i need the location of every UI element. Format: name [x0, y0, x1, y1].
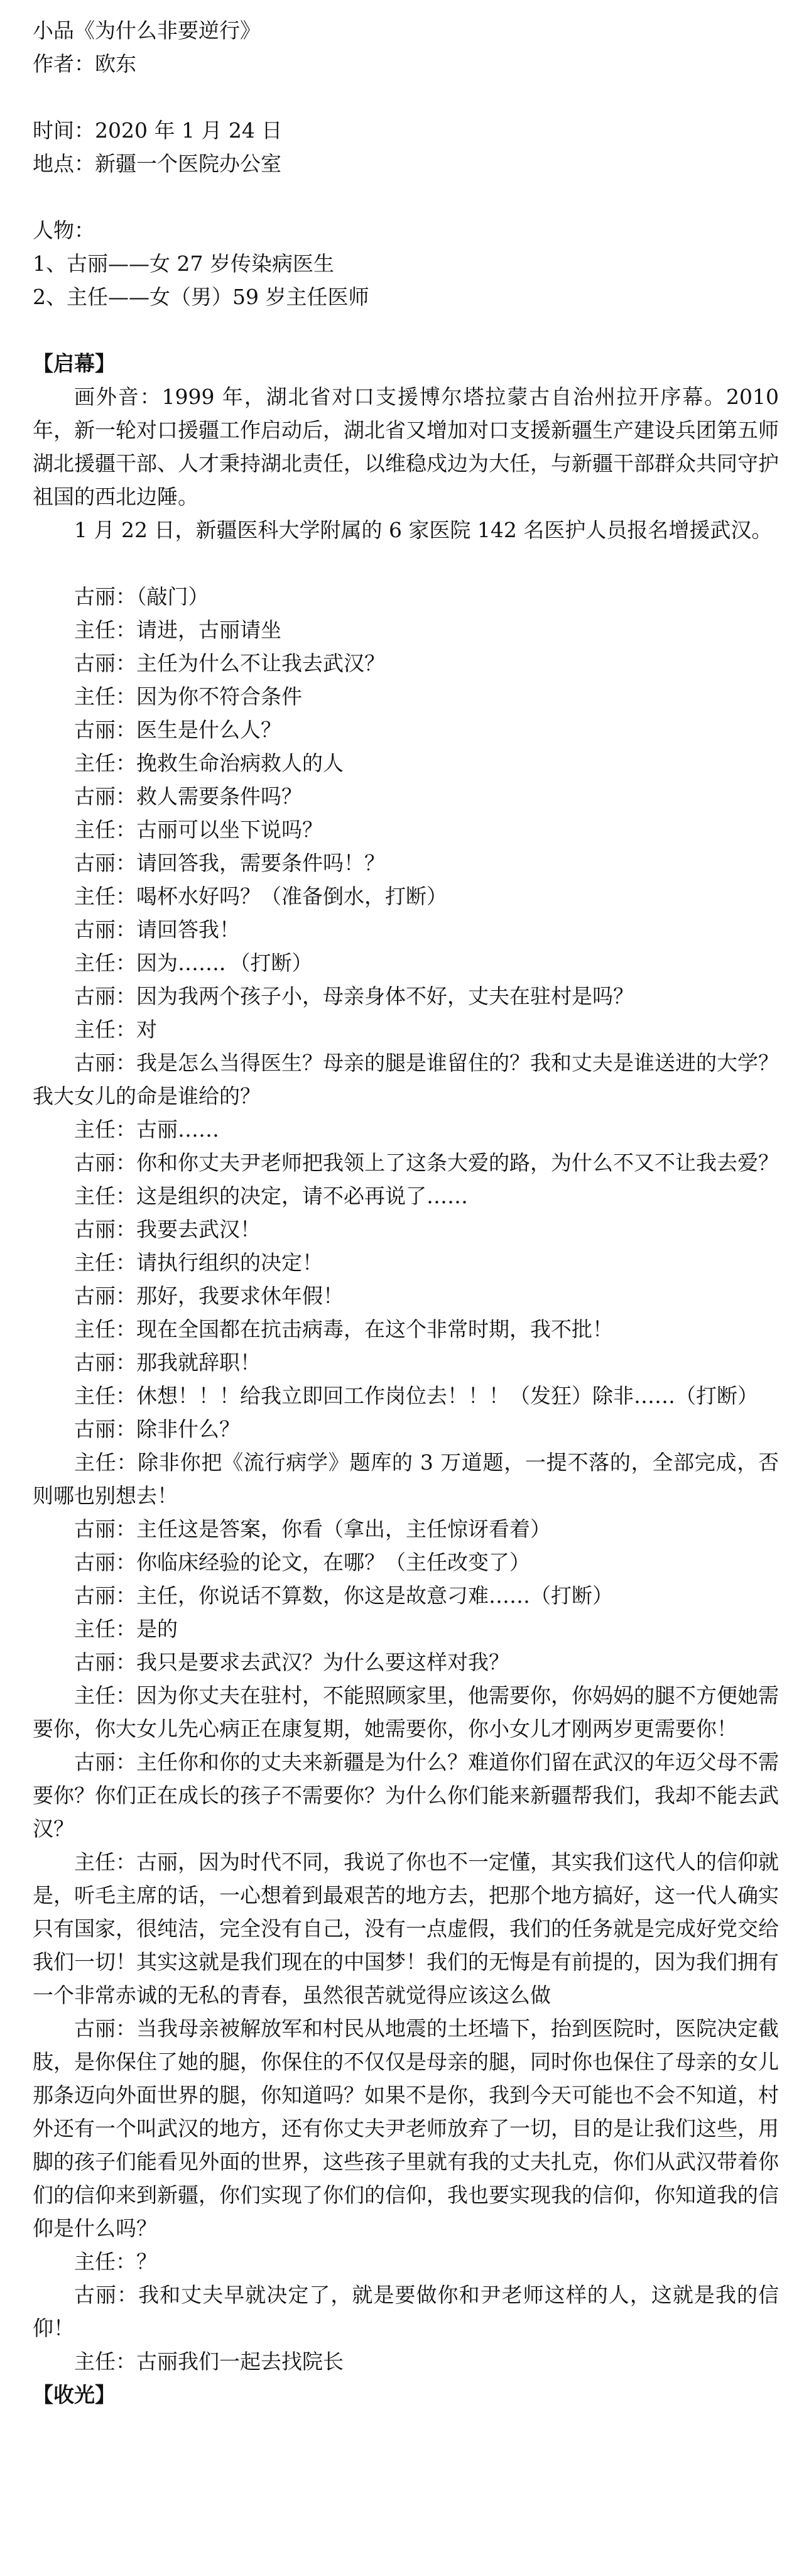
dialogue-line: 古丽：我要去武汉！: [74, 1217, 261, 1242]
dialogue-line: 古丽：医生是什么人？: [74, 718, 281, 742]
dialogue-line: 主任：因为……．（打断）: [74, 951, 313, 975]
dialogue-line: 古丽：主任你和你的丈夫来新疆是为什么？难道你们留在武汉的年迈父母不需要你？你们正在成长的孩子不需要你？为什么你们能来新疆帮我们，我却不能去武汉？: [33, 1750, 779, 1841]
dialogue-line: 古丽：你临床经验的论文，在哪？（主任改变了）: [74, 1550, 530, 1575]
dialogue-line: 古丽：我只是要求去武汉？为什么要这样对我？: [74, 1650, 509, 1674]
dialogue-line: 古丽：（敲门）: [74, 584, 209, 609]
dialogue-block: [33, 580, 779, 2378]
dialogue-line: 古丽：主任为什么不让我去武汉？: [74, 651, 385, 675]
cast-item: 2、主任——女（男）59 岁主任医师: [33, 285, 369, 309]
dialogue-line: 主任：古丽我们一起去找院长: [74, 2349, 344, 2374]
dialogue-line: 古丽：因为我两个孩子小，母亲身体不好，丈夫在驻村是吗？: [74, 984, 634, 1008]
dialogue-line: 主任：古丽，因为时代不同，我说了你也不一定懂，其实我们这代人的信仰就是，听毛主席的话，一心想着到最艰苦的地方去，把那个地方搞好，这一代人确实只有国家，很纯洁，完全没有自己，没有一点虚假，我们的任务就是完成好党交给我们一切！其实这就是我们现在的中国梦！我们的无悔是有前提的，因为我们拥有一个非常赤诚的无私的青春，虽然很苦就觉得应该这么做: [33, 1850, 779, 2007]
dialogue-line: 主任：请执行组织的决定！: [74, 1250, 323, 1275]
narration-paragraph: 1 月 22 日，新疆医科大学附属的 6 家医院 142 名医护人员报名增援武汉。: [74, 518, 773, 542]
opening-heading: 【启幕】: [33, 351, 116, 376]
spacer: [33, 180, 779, 214]
script-title: 小品《为什么非要逆行》: [33, 18, 261, 43]
dialogue-line: 古丽：我和丈夫早就决定了，就是要做你和尹老师这样的人，这就是我的信仰！: [33, 2283, 779, 2340]
dialogue-line: 主任：现在全国都在抗击病毒，在这个非常时期，我不批！: [74, 1317, 613, 1341]
dialogue-line: 主任：喝杯水好吗？（准备倒水，打断）: [74, 884, 447, 909]
closing-heading: 【收光】: [33, 2382, 116, 2407]
dialogue-line: 古丽：请回答我，需要条件吗！？: [74, 851, 385, 875]
dialogue-line: 古丽：请回答我！: [74, 917, 240, 942]
cast-item: 1、古丽——女 27 岁传染病医生: [33, 251, 334, 276]
dialogue-line: 主任：古丽可以坐下说吗？: [74, 817, 323, 842]
cast-heading: 人物：: [33, 218, 95, 243]
author-line: 作者：欧东: [33, 52, 136, 76]
spacer: [33, 80, 779, 114]
dialogue-line: 古丽：除非什么？: [74, 1417, 240, 1441]
dialogue-line: 古丽：主任这是答案，你看（拿出，主任惊讶看着）: [74, 1517, 551, 1541]
dialogue-line: 主任：挽救生命治病救人的人: [74, 751, 344, 775]
dialogue-line: 古丽：我是怎么当得医生？母亲的腿是谁留住的？我和丈夫是谁送进的大学？我大女儿的命是谁给的？: [33, 1051, 779, 1108]
spacer: [33, 547, 779, 580]
time-line: 时间：2020 年 1 月 24 日: [33, 118, 283, 143]
dialogue-line: 主任：因为你不符合条件: [74, 684, 302, 709]
dialogue-line: 古丽：你和你丈夫尹老师把我领上了这条大爱的路，为什么不又不让我去爱？: [74, 1150, 779, 1175]
dialogue-line: 古丽：那我就辞职！: [74, 1350, 261, 1375]
dialogue-line: 主任：？: [74, 2249, 157, 2274]
dialogue-line: 主任：这是组织的决定，请不必再说了……: [74, 1184, 468, 1208]
dialogue-line: 主任：是的: [74, 1617, 178, 1641]
dialogue-line: 主任：古丽……: [74, 1117, 219, 1142]
dialogue-line: 主任：休想！！！给我立即回工作岗位去！！！（发狂）除非……（打断）: [74, 1384, 758, 1408]
dialogue-line: 古丽：那好，我要求休年假！: [74, 1284, 344, 1308]
dialogue-line: 古丽：主任，你说话不算数，你这是故意刁难……（打断）: [74, 1583, 613, 1608]
narration-paragraph: 画外音：1999 年，湖北省对口支援博尔塔拉蒙古自治州拉开序幕。2010 年，新一轮对口援疆工作启动后，湖北省又增加对口支援新疆生产建设兵团第五师湖北援疆干部、人才秉持湖北责任，以维稳戍边为大任，与新疆干部群众共同守护祖国的西北边陲。: [33, 385, 779, 509]
place-line: 地点：新疆一个医院办公室: [33, 151, 281, 176]
dialogue-line: 主任：对: [74, 1017, 157, 1042]
dialogue-line: 古丽：当我母亲被解放军和村民从地震的土坯墙下，抬到医院时，医院决定截肢，是你保住了她的腿，你保住的不仅仅是母亲的腿，同时你也保住了母亲的女儿那条迈向外面世界的腿，你知道吗？如果不是你，我到今天可能也不会不知道，村外还有一个叫武汉的地方，还有你丈夫尹老师放弃了一切，目的是让我们这些，用脚的孩子们能看见外面的世界，这些孩子里就有我的丈夫扎克，你们从武汉带着你们的信仰来到新疆，你们实现了你们的信仰，我也要实现我的信仰，你知道我的信仰是什么吗？: [33, 2016, 779, 2240]
dialogue-line: 主任：除非你把《流行病学》题库的 3 万道题，一提不落的，全部完成，否则哪也别想去！: [33, 1450, 779, 1508]
spacer: [33, 314, 779, 347]
dialogue-line: 主任：因为你丈夫在驻村，不能照顾家里，他需要你，你妈妈的腿不方便她需要你，你大女儿先心病正在康复期，她需要你，你小女儿才刚两岁更需要你！: [33, 1683, 779, 1741]
dialogue-line: 古丽：救人需要条件吗？: [74, 784, 302, 809]
dialogue-line: 主任：请进，古丽请坐: [74, 618, 281, 642]
